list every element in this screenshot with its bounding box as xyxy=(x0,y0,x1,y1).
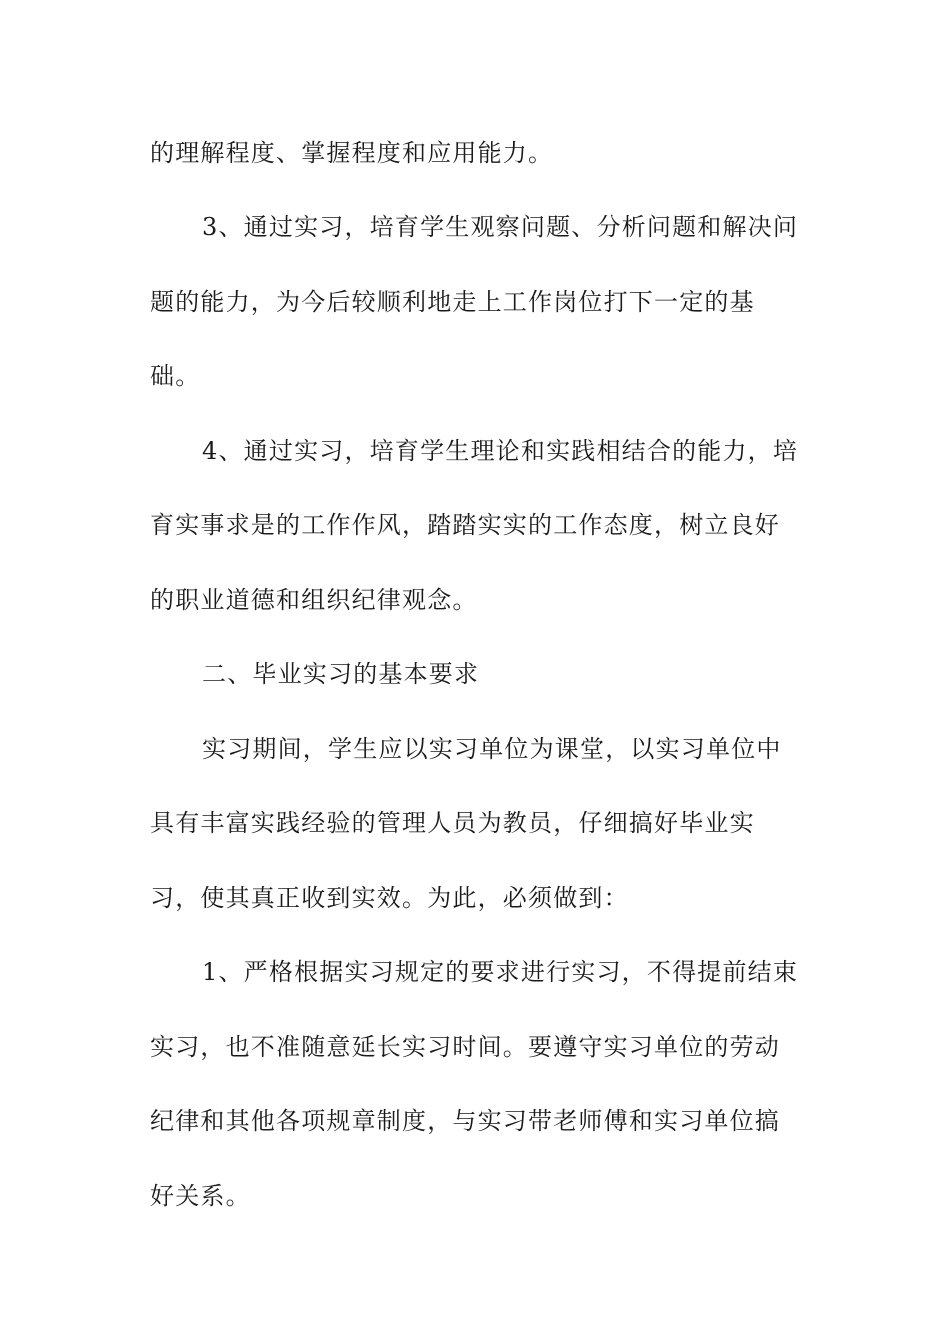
paragraph-line: 3、通过实习，培育学生观察问题、分析问题和解决问 xyxy=(202,213,799,241)
paragraph-line: 习，使其真正收到实效。为此，必须做到： xyxy=(150,884,629,912)
paragraph-line: 4、通过实习，培育学生理论和实践相结合的能力，培 xyxy=(202,437,799,465)
paragraph-line: 实习期间，学生应以实习单位为课堂，以实习单位中 xyxy=(202,735,782,763)
paragraph-line: 纪律和其他各项规章制度，与实习带老师傅和实习单位搞 xyxy=(150,1107,780,1135)
paragraph-line: 的职业道德和组织纪律观念。 xyxy=(150,586,478,614)
paragraph-line: 具有丰富实践经验的管理人员为教员，仔细搞好毕业实 xyxy=(150,809,755,837)
paragraph-line: 育实事求是的工作作风，踏踏实实的工作态度，树立良好 xyxy=(150,511,780,539)
paragraph-line: 础。 xyxy=(150,362,201,390)
paragraph-line: 的理解程度、掌握程度和应用能力。 xyxy=(150,139,554,167)
section-heading: 二、毕业实习的基本要求 xyxy=(202,660,480,688)
paragraph-line: 实习，也不准随意延长实习时间。要遵守实习单位的劳动 xyxy=(150,1033,780,1061)
paragraph-line: 题的能力，为今后较顺利地走上工作岗位打下一定的基 xyxy=(150,288,755,316)
paragraph-line: 好关系。 xyxy=(150,1182,251,1210)
paragraph-line: 1、严格根据实习规定的要求进行实习，不得提前结束 xyxy=(202,958,799,986)
